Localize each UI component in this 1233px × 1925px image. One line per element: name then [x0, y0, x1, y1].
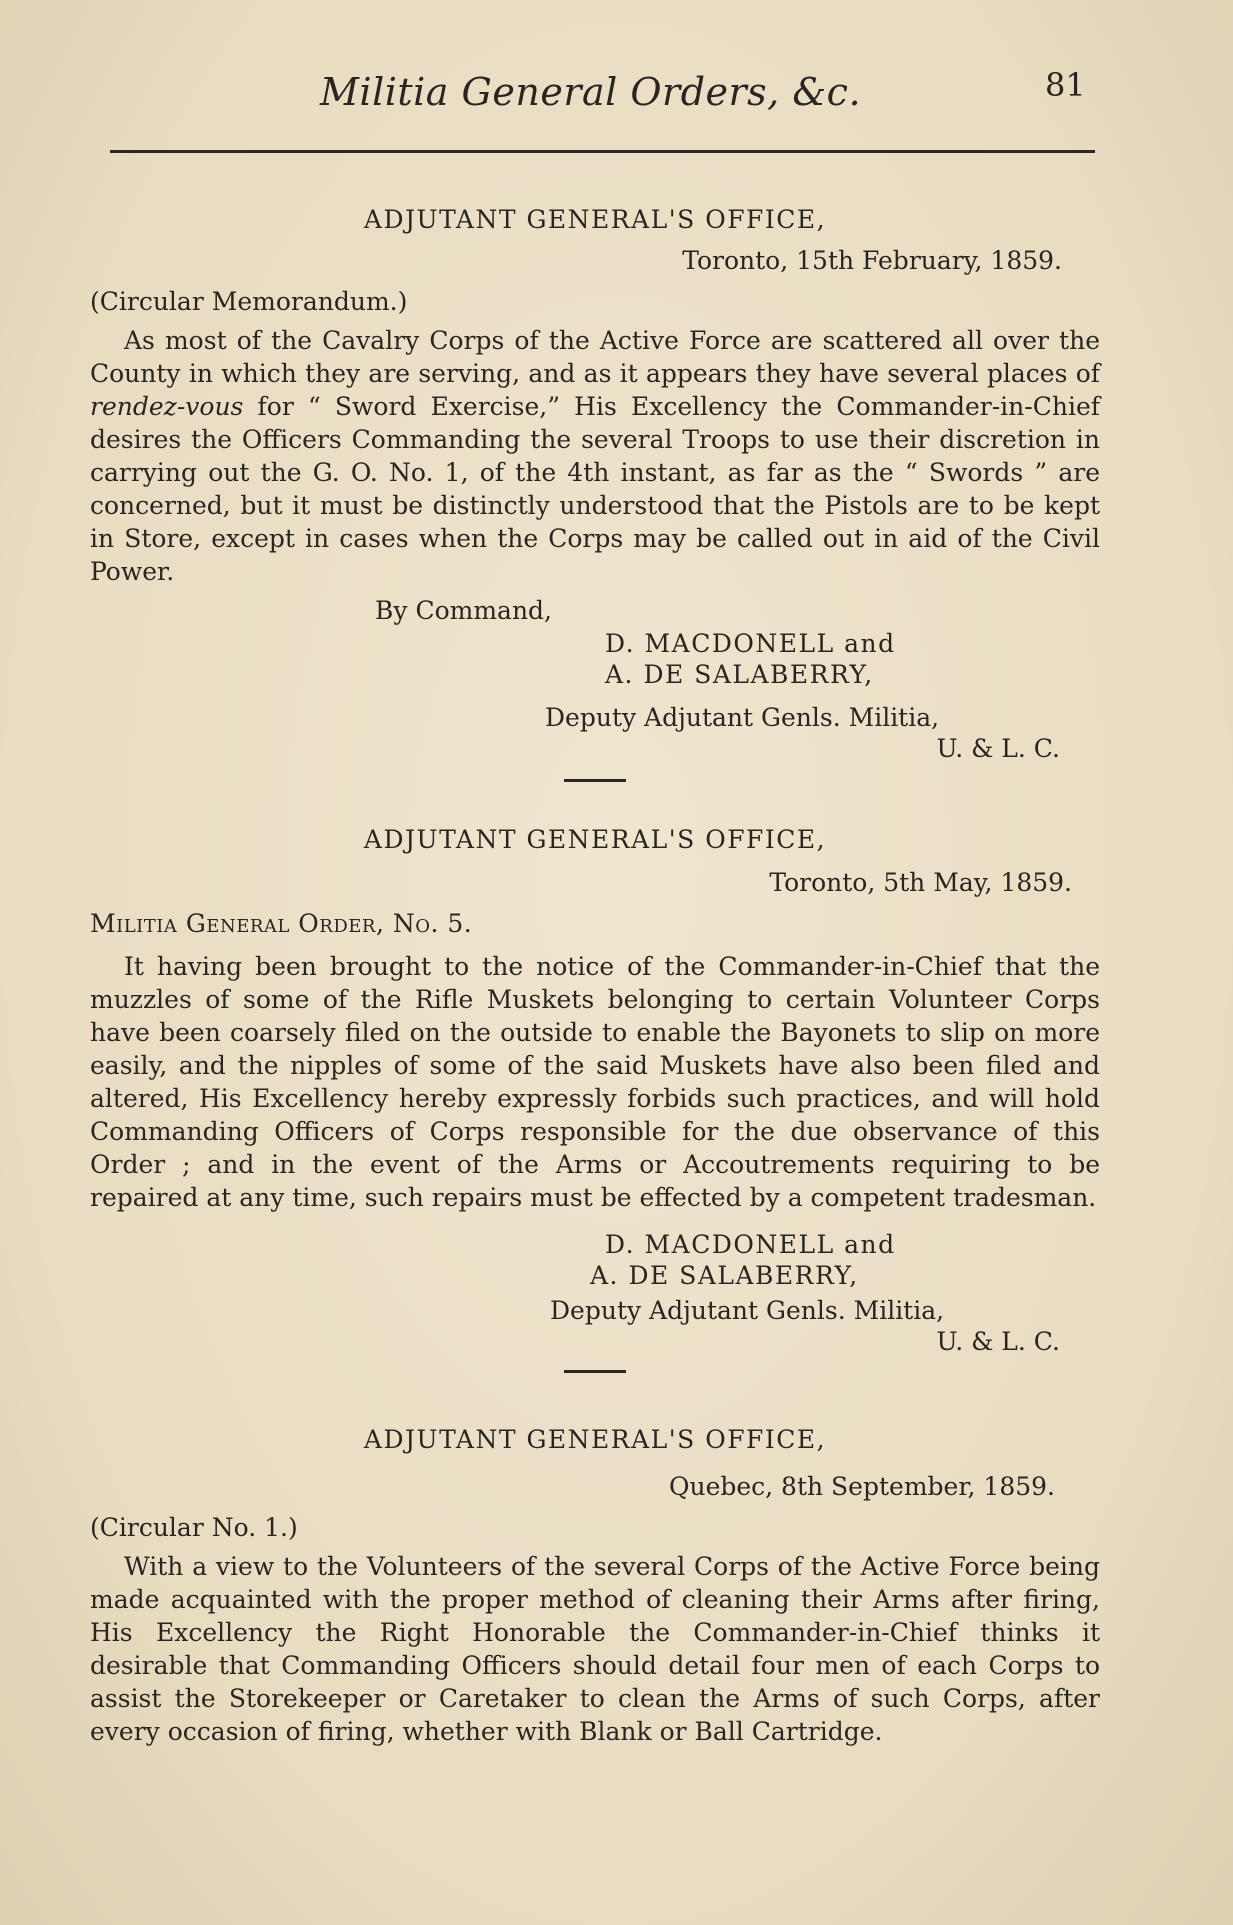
signatory-line-2: A. DE SALABERRY, — [605, 660, 874, 689]
running-title: Militia General Orders, &c. — [320, 70, 862, 114]
order-section-3 — [90, 1425, 1100, 1748]
section-separator — [564, 1370, 626, 1373]
order-section-2 — [90, 825, 1100, 1373]
section-heading: ADJUTANT GENERAL'S OFFICE, — [363, 1425, 827, 1454]
body-text-italic: rendez-vous — [90, 392, 244, 421]
section-heading: ADJUTANT GENERAL'S OFFICE, — [363, 205, 827, 234]
header-rule — [110, 150, 1095, 153]
signatory-line-2: A. DE SALABERRY, — [590, 1261, 859, 1290]
section-label: (Circular No. 1.) — [90, 1513, 298, 1542]
signatory-line-1: D. MACDONELL and — [605, 1230, 896, 1259]
signatory-title: Deputy Adjutant Genls. Militia, — [545, 703, 940, 732]
signatory-place: U. & L. C. — [936, 734, 1060, 763]
body-text-start: As most of the Cavalry Corps of the Active Force are scattered all over the County in which they are serving, and as it appears they have several places of — [90, 326, 1100, 388]
section-heading: ADJUTANT GENERAL'S OFFICE, — [363, 825, 827, 854]
section-body: With a view to the Volunteers of the several Corps of the Active Force being made acquainted with the proper method of cleaning their Arms after firing, His Excellency the Right Honorable the Commander-in-Chief thinks it desirable that Commanding Officers should detail four men of each Corps to assist the Storekeeper or Caretaker to clean the Arms of such Corps, after every occasion of firing, whether with Blank or Ball Cartridge. — [90, 1552, 1100, 1746]
body-text-end: for “ Sword Exercise,” His Excellency the Commander-in-Chief desires the Officers Commanding the several Troops to use their discretion in carrying out the G. O. No. 1, of the 4th instant, as far as the “ Swords ” are concerned, but it must be distinctly understood that the Pistols are to be kept in Store, except in cases when the Corps may be called out in aid of the Civil Power. — [90, 392, 1100, 586]
by-command: By Command, — [375, 596, 552, 625]
dateline: Toronto, 5th May, 1859. — [769, 868, 1072, 897]
order-section-1 — [90, 205, 1100, 782]
dateline: Quebec, 8th September, 1859. — [668, 1472, 1055, 1501]
signatory-line-1: D. MACDONELL and — [605, 629, 896, 658]
section-separator — [564, 779, 626, 782]
section-label: (Circular Memorandum.) — [90, 287, 408, 316]
section-body: It having been brought to the notice of the Commander-in-Chief that the muzzles of some of the Rifle Muskets belonging to certain Volunteer Corps have been coarsely filed on the outside to enable the Bayonets to slip on more easily, and the nipples of some of the said Muskets have also been filed and altered, His Excellency hereby expressly forbids such practices, and will hold Commanding Officers of Corps responsible for the due observance of this Order ; and in the event of the Arms or Accoutrements requiring to be repaired at any time, such repairs must be effected by a competent tradesman. — [90, 952, 1100, 1212]
section-body — [90, 324, 1100, 588]
page-number: 81 — [1045, 66, 1086, 104]
signatory-title: Deputy Adjutant Genls. Militia, — [550, 1296, 945, 1325]
section-label: Militia General Order, No. 5. — [90, 909, 473, 938]
signatory-place: U. & L. C. — [936, 1327, 1060, 1356]
dateline: Toronto, 15th February, 1859. — [682, 246, 1062, 275]
